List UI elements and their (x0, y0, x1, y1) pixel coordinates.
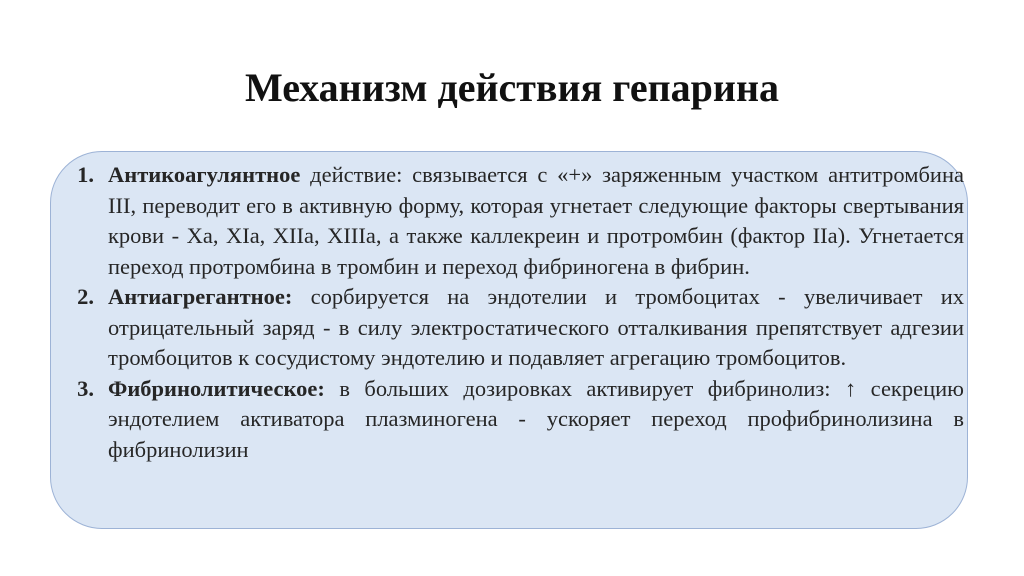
list-item-number: 3. (77, 375, 94, 401)
list-item-antiaggregant (64, 282, 964, 374)
list-item-text: действие: связывается с «+» заряженным участком антитромбина III, переводит его в активную форму, которая угнетает следующие факторы свертывания крови - Xa, XIa, XIIa, XIIIa, а также каллекреин и протромбин (фактор IIa). Угнетается переход протромбина в тромбин и переход фибриногена в фибрин. (108, 162, 964, 279)
mechanism-list (64, 160, 964, 465)
list-item-term: Антикоагулянтное (108, 162, 301, 187)
list-item-anticoagulant (64, 160, 964, 282)
list-item-number: 2. (77, 284, 94, 309)
list-item-text: в больших дозировках активирует фибринолиз: ↑ секрецию эндотелием активатора плазминогена - ускоряет переход профибринолизина в фибринолизин (108, 375, 964, 462)
list-item-number: 1. (77, 162, 94, 187)
list-item-fibrinolytic (64, 374, 964, 466)
slide-title: Механизм действия гепарина (244, 65, 779, 110)
list-item-term: Фибринолитическое: (108, 375, 325, 401)
list-item-term: Антиагрегантное: (108, 284, 293, 309)
list-item-text: сорбируется на эндотелии и тромбоцитах - увеличивает их отрицательный заряд - в силу электростатического отталкивания препятствует адгезии тромбоцитов к сосудистому эндотелию и подавляет агрегацию тромбоцитов. (108, 284, 964, 370)
